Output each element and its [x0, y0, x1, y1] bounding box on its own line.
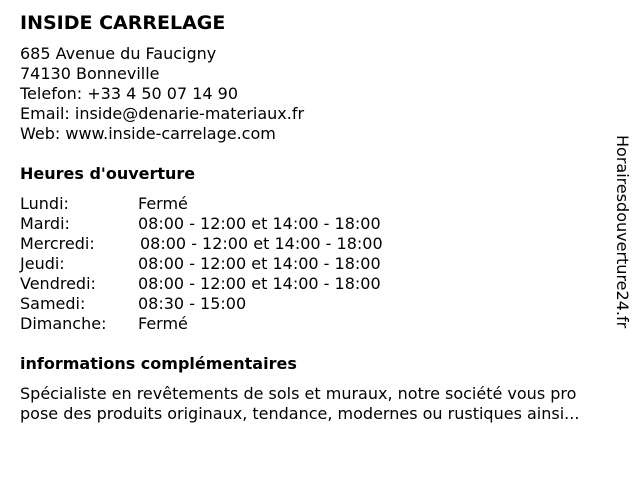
day-hours: Fermé [138, 314, 188, 333]
day-label: Samedi: [20, 294, 86, 313]
hours-heading: Heures d'ouverture [20, 164, 196, 183]
day-hours: 08:30 - 15:00 [138, 294, 247, 313]
day-label: Mardi: [20, 214, 70, 233]
address-line-1: 685 Avenue du Faucigny [20, 44, 217, 63]
hours-row-tuesday [20, 214, 383, 234]
hours-table [20, 194, 383, 334]
day-hours: 08:00 - 12:00 et 14:00 - 18:00 [138, 274, 381, 293]
day-label: Mercredi: [20, 234, 95, 253]
day-hours: 08:00 - 12:00 et 14:00 - 18:00 [140, 234, 383, 253]
watermark: Horairesdouverture24.fr [613, 135, 632, 329]
day-label: Jeudi: [20, 254, 65, 273]
business-name: INSIDE CARRELAGE [20, 12, 226, 34]
day-hours: Fermé [138, 194, 188, 213]
day-label: Vendredi: [20, 274, 96, 293]
day-label: Dimanche: [20, 314, 107, 333]
description [20, 384, 632, 424]
info-heading: informations complémentaires [20, 354, 297, 373]
hours-row-wednesday [20, 234, 383, 254]
description-line-1: Spécialiste en revêtements de sols et muraux, notre société vous pro [20, 384, 577, 403]
hours-row-friday [20, 274, 383, 294]
email-line: Email: inside@denarie-materiaux.fr [20, 104, 305, 123]
address-line-2: 74130 Bonneville [20, 64, 160, 83]
day-hours: 08:00 - 12:00 et 14:00 - 18:00 [138, 214, 381, 233]
phone-line: Telefon: +33 4 50 07 14 90 [20, 84, 239, 103]
hours-row-sunday [20, 314, 383, 334]
hours-row-thursday [20, 254, 383, 274]
day-label: Lundi: [20, 194, 69, 213]
day-hours: 08:00 - 12:00 et 14:00 - 18:00 [138, 254, 381, 273]
hours-row-saturday [20, 294, 383, 314]
hours-row-monday [20, 194, 383, 214]
web-line: Web: www.inside-carrelage.com [20, 124, 276, 143]
description-line-2: pose des produits originaux, tendance, modernes ou rustiques ainsi... [20, 404, 580, 423]
contact-block [20, 44, 304, 144]
